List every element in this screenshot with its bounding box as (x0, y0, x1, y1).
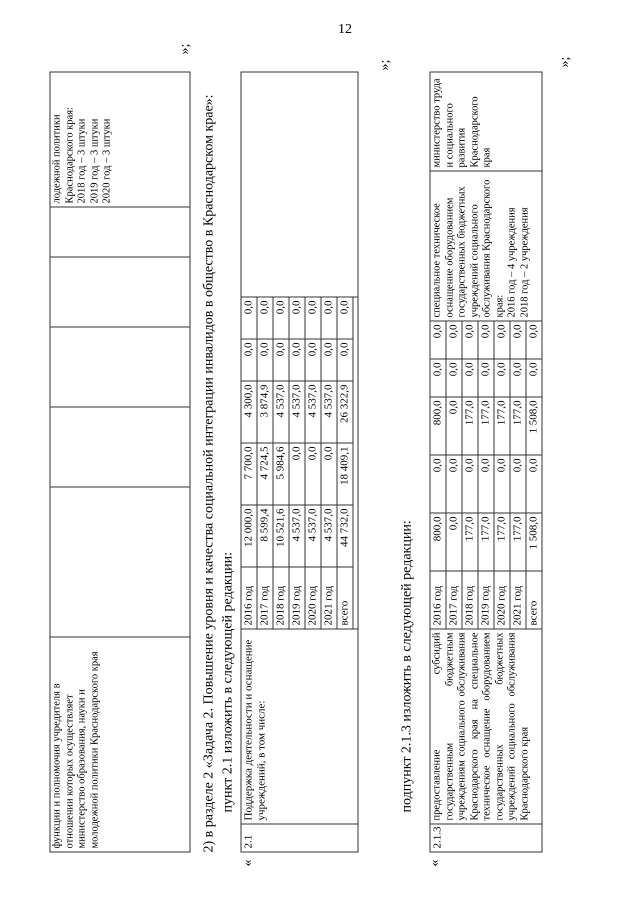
local-cell: 0,0 (526, 359, 542, 397)
other-cell: 0,0 (462, 321, 478, 359)
table-2-1 (241, 72, 359, 853)
table-top-continuation (50, 72, 200, 853)
local-cell: 0,0 (257, 339, 273, 381)
total-cell: 44 732,0 (337, 505, 353, 567)
year-cell: 2021 год (510, 571, 526, 629)
federal-cell: 0,0 (510, 455, 526, 513)
result-cell: специальное техническое оснащение оборудованием государственных бюджетных учреждений социального обслуживания Краснодарского края: 2016 год – 4 учреждения 2018 год – 2 учреждения (430, 171, 542, 321)
year-cell: 2020 год (305, 567, 321, 629)
regional-cell: 4 537,0 (273, 381, 289, 443)
top-table-empty-cell (50, 407, 190, 487)
year-cell: 2018 год (273, 567, 289, 629)
measure-name: предоставление субсидий государственным бюджетным учреждениям социального обслуживания Краснодарского края на специальное техническое оснащение оборудованием государственных бюджетных учреждений социального обслуживания Краснодарского края (430, 629, 542, 824)
table-2-1-3 (430, 72, 543, 853)
row-number: 2.1.3 (430, 824, 542, 852)
row-number: 2.1 (241, 824, 358, 852)
year-cell: 2021 год (321, 567, 337, 629)
local-cell: 0,0 (337, 339, 353, 381)
regional-cell: 4 537,0 (289, 381, 305, 443)
year-cell: всего (337, 567, 353, 629)
other-cell: 0,0 (446, 321, 462, 359)
year-cell: 2017 год (257, 567, 273, 629)
federal-cell: 0,0 (526, 455, 542, 513)
year-cell: 2017 год (446, 571, 462, 629)
local-cell: 0,0 (478, 359, 494, 397)
federal-cell: 0,0 (430, 455, 446, 513)
local-cell: 0,0 (462, 359, 478, 397)
federal-cell: 0,0 (289, 443, 305, 505)
top-table-empty-cell (50, 207, 190, 257)
local-cell: 0,0 (321, 339, 337, 381)
table-spacer-row (353, 297, 358, 629)
local-cell: 0,0 (305, 339, 321, 381)
other-cell: 0,0 (510, 321, 526, 359)
top-table-empty-cell (50, 327, 190, 407)
other-cell: 0,0 (478, 321, 494, 359)
year-cell: 2019 год (478, 571, 494, 629)
federal-cell: 0,0 (494, 455, 510, 513)
measure-name: Поддержка деятельности и оснащение учреждений, в том числе: (241, 629, 358, 824)
other-cell: 0,0 (273, 297, 289, 339)
year-cell: 2016 год (241, 567, 257, 629)
total-cell: 177,0 (478, 513, 494, 571)
local-cell: 0,0 (446, 359, 462, 397)
total-cell: 12 000,0 (241, 505, 257, 567)
top-table-empty-cell (50, 487, 190, 637)
total-cell: 800,0 (430, 513, 446, 571)
total-cell: 4 537,0 (289, 505, 305, 567)
closing-quote-top: »; (177, 43, 193, 55)
paragraph-subpoint-2-1-3: подпункт 2.1.3 изложить в следующей редакции: (399, 520, 415, 813)
regional-cell: 800,0 (430, 397, 446, 455)
paragraph-point-2-1: пункт 2.1 изложить в следующей редакции: (220, 552, 236, 813)
top-table-description-cell: функции и полномочия учредителя в отношении которых осуществляет министерство образования, науки и молодежной политики Краснодарского края (50, 637, 190, 852)
local-cell: 0,0 (241, 339, 257, 381)
total-cell: 8 599,4 (257, 505, 273, 567)
federal-cell: 0,0 (462, 455, 478, 513)
other-cell: 0,0 (257, 297, 273, 339)
other-cell: 0,0 (289, 297, 305, 339)
total-cell: 10 521,6 (273, 505, 289, 567)
year-cell: всего (526, 571, 542, 629)
total-cell: 0,0 (446, 513, 462, 571)
other-cell: 0,0 (305, 297, 321, 339)
federal-cell: 0,0 (446, 455, 462, 513)
rotated-page-content (38, 33, 603, 867)
regional-cell: 177,0 (462, 397, 478, 455)
opening-quote-2: « (427, 859, 443, 867)
closing-quote-2-1-3: »; (557, 56, 573, 68)
paragraph-task-2: 2) в разделе 2 «Задача 2. Повышение уровня и качества социальной интеграции инвалидов в общество в Краснодарском крае»: (201, 94, 217, 853)
local-cell: 0,0 (273, 339, 289, 381)
regional-cell: 26 322,9 (337, 381, 353, 443)
other-cell: 0,0 (494, 321, 510, 359)
total-cell: 4 537,0 (321, 505, 337, 567)
regional-cell: 3 874,9 (257, 381, 273, 443)
regional-cell: 4 300,0 (241, 381, 257, 443)
federal-cell: 0,0 (478, 455, 494, 513)
regional-cell: 0,0 (446, 397, 462, 455)
federal-cell: 4 724,5 (257, 443, 273, 505)
regional-cell: 4 537,0 (321, 381, 337, 443)
total-cell: 177,0 (494, 513, 510, 571)
local-cell: 0,0 (430, 359, 446, 397)
federal-cell: 0,0 (305, 443, 321, 505)
total-cell: 1 508,0 (526, 513, 542, 571)
federal-cell: 5 984,6 (273, 443, 289, 505)
local-cell: 0,0 (494, 359, 510, 397)
other-cell: 0,0 (430, 321, 446, 359)
total-cell: 4 537,0 (305, 505, 321, 567)
local-cell: 0,0 (289, 339, 305, 381)
federal-cell: 18 409,1 (337, 443, 353, 505)
federal-cell: 7 700,0 (241, 443, 257, 505)
regional-cell: 4 537,0 (305, 381, 321, 443)
regional-cell: 177,0 (510, 397, 526, 455)
closing-quote-2-1: »; (377, 59, 393, 71)
federal-cell: 0,0 (321, 443, 337, 505)
opening-quote-1: « (240, 859, 256, 867)
regional-cell: 177,0 (494, 397, 510, 455)
total-cell: 177,0 (510, 513, 526, 571)
customer-cell: министерство труда и социального развития Краснодарского края (430, 72, 542, 171)
total-cell: 177,0 (462, 513, 478, 571)
year-cell: 2020 год (494, 571, 510, 629)
year-cell: 2019 год (289, 567, 305, 629)
top-table-result-cell: лодежной политики Краснодарского края: 2018 год – 3 штуки 2019 год – 3 штуки 2020 год – 3 штуки (50, 72, 190, 207)
regional-cell: 177,0 (478, 397, 494, 455)
top-table-empty-cell (50, 257, 190, 327)
local-cell: 0,0 (510, 359, 526, 397)
other-cell: 0,0 (337, 297, 353, 339)
year-cell: 2018 год (462, 571, 478, 629)
page-number: 12 (338, 22, 352, 37)
empty-result-cell (241, 72, 358, 297)
other-cell: 0,0 (526, 321, 542, 359)
other-cell: 0,0 (321, 297, 337, 339)
year-cell: 2016 год (430, 571, 446, 629)
other-cell: 0,0 (241, 297, 257, 339)
regional-cell: 1 508,0 (526, 397, 542, 455)
